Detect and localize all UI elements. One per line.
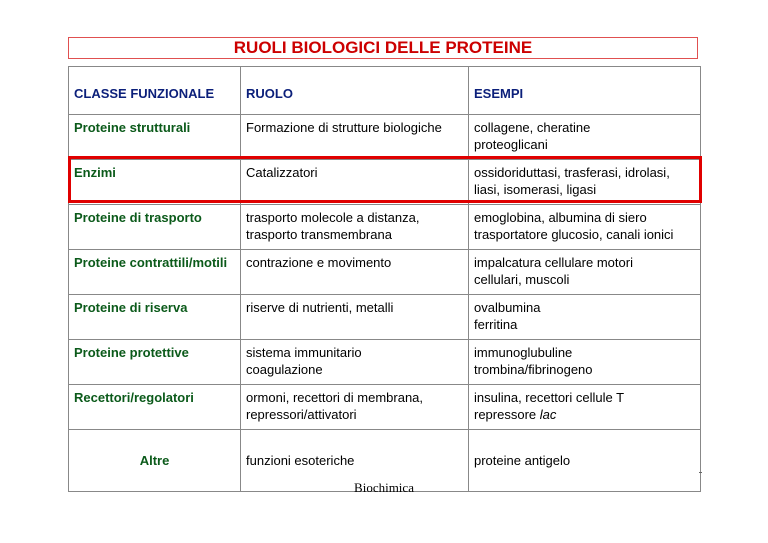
class-cell: Recettori/regolatori (69, 385, 241, 430)
class-cell: Enzimi (69, 160, 241, 205)
page-title: RUOLI BIOLOGICI DELLE PROTEINE (68, 37, 698, 59)
role-line: trasporto transmembrana (246, 227, 392, 242)
examples-cell (469, 205, 701, 250)
example-line: cellulari, muscoli (474, 272, 570, 287)
role-line: funzioni esoteriche (246, 453, 355, 468)
examples-cell (469, 115, 701, 160)
table-row (69, 385, 701, 430)
class-cell: Proteine protettive (69, 340, 241, 385)
header-classe: CLASSE FUNZIONALE (69, 67, 241, 115)
role-cell (241, 160, 469, 205)
role-line: Formazione di strutture biologiche (246, 120, 442, 135)
examples-cell (469, 385, 701, 430)
role-line: coagulazione (246, 362, 323, 377)
example-line: impalcatura cellulare motori (474, 255, 633, 270)
role-line: riserve di nutrienti, metalli (246, 300, 394, 315)
corner-tick (699, 472, 702, 473)
example-line: immunoglubuline (474, 345, 573, 360)
footer-text: Biochimica (354, 480, 414, 495)
examples-cell (469, 295, 701, 340)
header-esempi: ESEMPI (469, 67, 701, 115)
role-line: sistema immunitario (246, 345, 362, 360)
table-row (69, 340, 701, 385)
role-line: repressori/attivatori (246, 407, 357, 422)
example-line: liasi, isomerasi, ligasi (474, 182, 597, 197)
role-cell (241, 250, 469, 295)
role-cell (241, 340, 469, 385)
example-line: emoglobina, albumina di siero (474, 210, 647, 225)
class-cell: Proteine di riserva (69, 295, 241, 340)
role-cell (241, 205, 469, 250)
class-cell: Proteine contrattili/motili (69, 250, 241, 295)
example-text: repressore (474, 407, 537, 422)
example-line: collagene, cheratine (474, 120, 591, 135)
role-line: contrazione e movimento (246, 255, 392, 270)
example-line (474, 406, 695, 423)
example-line: trombina/fibrinogeno (474, 362, 593, 377)
table-row (69, 295, 701, 340)
role-line: ormoni, recettori di membrana, (246, 390, 424, 405)
header-ruolo: RUOLO (241, 67, 469, 115)
example-line: ovalbumina (474, 300, 541, 315)
examples-cell (469, 250, 701, 295)
table-row (69, 205, 701, 250)
example-line: proteine antigelo (474, 453, 571, 468)
role-cell (241, 295, 469, 340)
table-row (69, 115, 701, 160)
role-line: trasporto molecole a distanza, (246, 210, 420, 225)
role-line: Catalizzatori (246, 165, 318, 180)
examples-cell (469, 160, 701, 205)
class-cell: Proteine di trasporto (69, 205, 241, 250)
role-cell (241, 115, 469, 160)
example-line: ferritina (474, 317, 518, 332)
role-cell (241, 385, 469, 430)
example-line: insulina, recettori cellule T (474, 390, 625, 405)
example-line: ossidoriduttasi, trasferasi, idrolasi, (474, 165, 670, 180)
example-line: trasportatore glucosio, canali ionici (474, 227, 674, 242)
example-italic: lac (539, 407, 557, 422)
class-cell: Proteine strutturali (69, 115, 241, 160)
table-row (69, 250, 701, 295)
class-cell: Altre (69, 430, 241, 492)
table-row (69, 160, 701, 205)
examples-cell (469, 340, 701, 385)
table-header-row (69, 67, 701, 115)
protein-roles-table (68, 66, 701, 492)
example-line: proteoglicani (474, 137, 548, 152)
